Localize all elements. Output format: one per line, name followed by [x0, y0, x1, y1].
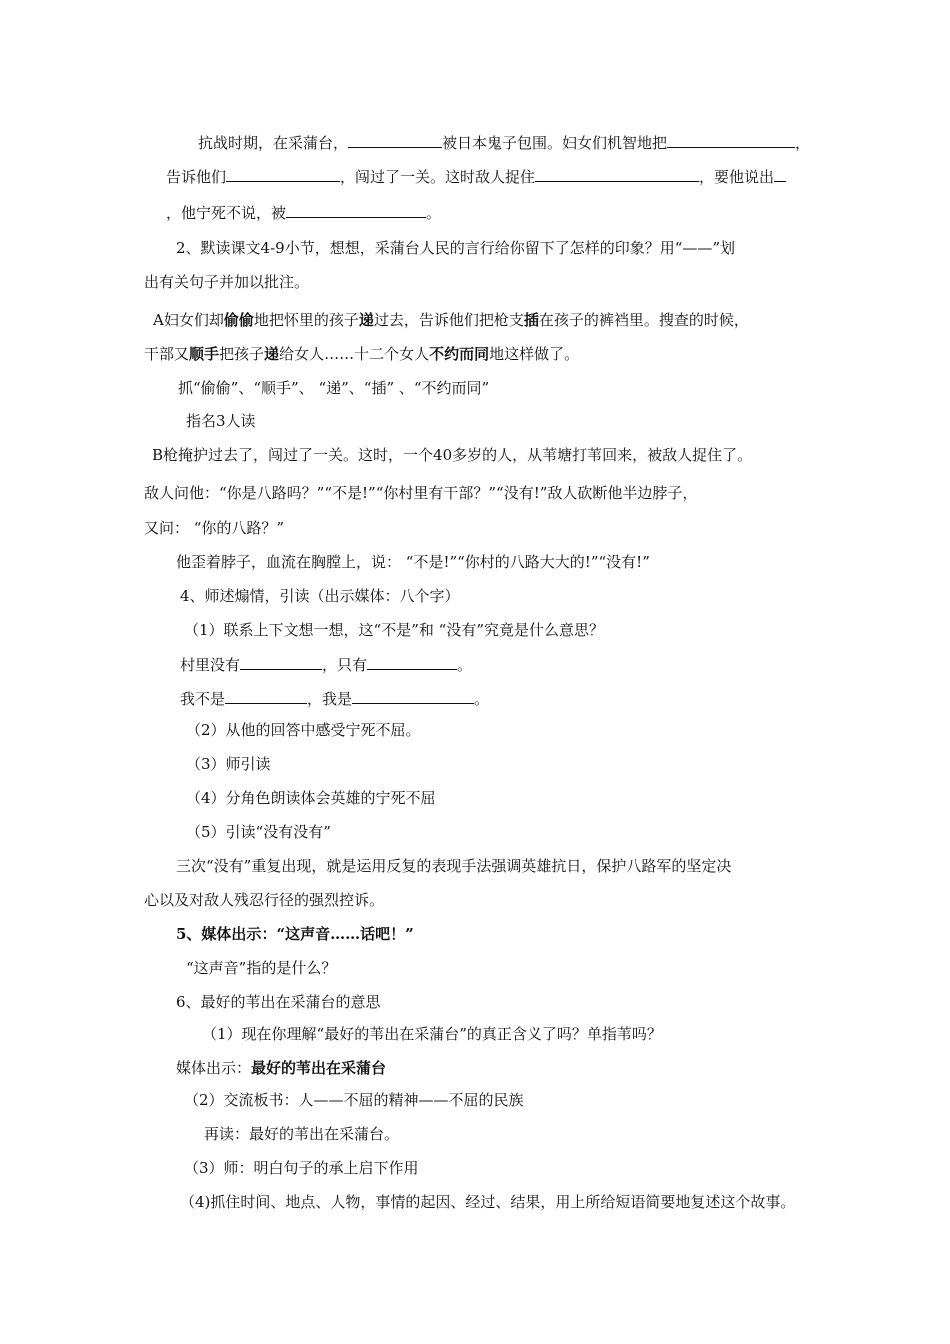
text: 村里没有 — [180, 656, 241, 674]
text: 告诉他们 — [166, 168, 227, 186]
step-6-q1: （1）现在你理解“最好的苇出在采蒲台”的真正含义了吗？单指苇吗？ — [202, 1025, 662, 1043]
question-2-line-1: 2、默读课文4-9小节，想想，采蒲台人民的言行给你留下了怎样的印象？用“——”划 — [176, 239, 736, 257]
keyword: 顺手 — [189, 345, 220, 363]
text: 媒体出示： — [176, 1059, 252, 1077]
step-4-q3: （3）师引读 — [186, 755, 271, 773]
text: ，他宁死不说，被 — [166, 204, 287, 222]
summary-line-2: 心以及对敌人残忍行径的强烈控诉。 — [144, 891, 385, 909]
sentence-b-line-2: 敌人问他：“你是八路吗？”“不是!”“你村里有干部？”“没有!”敌人砍断他半边脖子， — [144, 484, 698, 502]
text: 地这样做了。 — [489, 345, 580, 363]
text: 。 — [426, 204, 442, 222]
keyword: 递 — [264, 345, 280, 363]
keyword: 最好的苇出在采蒲台 — [251, 1059, 387, 1077]
sentence-b-line-1: B枪掩护过去了，闯过了一关。这时，一个40多岁的人，从苇塘打苇回来，被敌人捉住了。 — [152, 446, 753, 464]
text: 抗战时期，在采蒲台， — [198, 134, 349, 152]
text: 被日本鬼子包围。妇女们机智地把 — [442, 134, 668, 152]
blank — [535, 166, 699, 182]
step-6: 6、最好的苇出在采蒲台的意思 — [176, 993, 381, 1011]
keyword: 不约而同 — [429, 345, 490, 363]
question-2-line-2: 出有关句子并加以批注。 — [144, 273, 310, 291]
blank — [226, 166, 340, 182]
step-4-q5: （5）引读“没有没有” — [186, 823, 331, 841]
grasp-words: 抓“偷偷”、“顺手”、 “递”、“插” 、“不约而同” — [178, 379, 490, 397]
blank — [367, 654, 457, 670]
text: 。 — [474, 690, 490, 708]
text: 在孩子的裤裆里。搜查的时候， — [538, 311, 749, 329]
sentence-b-line-4: 他歪着脖子，血流在胸膛上，说： “不是!”“你村的八路大大的!”“没有!” — [176, 553, 650, 571]
summary-line-1: 三次“没有”重复出现，就是运用反复的表现手法强调英雄抗日，保护八路军的坚定决 — [176, 857, 732, 875]
text: 我不是 — [180, 690, 226, 708]
text: 给女人……十二个女人 — [279, 345, 430, 363]
step-4-q1: （1）联系上下文想一想，这“不是”和 “没有”究竟是什么意思？ — [184, 621, 604, 639]
media-display — [176, 1058, 386, 1078]
text: 。 — [457, 656, 473, 674]
step-6-q2: （2）交流板书：人——不屈的精神——不屈的民族 — [184, 1091, 524, 1109]
step-6-q3: （3）师：明白句子的承上启下作用 — [184, 1159, 419, 1177]
blank — [240, 654, 322, 670]
step-4: 4、师述煽情，引读（出示媒体：八个字） — [180, 587, 460, 605]
blank — [286, 202, 426, 218]
blank — [225, 688, 307, 704]
text: ， — [795, 134, 811, 152]
blank — [352, 688, 474, 704]
step-5: 5、媒体出示：“这声音……话吧！” — [176, 925, 414, 943]
step-4-q2: （2）从他的回答中感受宁死不屈。 — [186, 721, 421, 739]
fill-line-3 — [166, 202, 441, 223]
keyword: 插 — [523, 311, 539, 329]
blank — [774, 166, 786, 182]
sentence-a-line-1 — [153, 310, 749, 330]
fill-line-2 — [166, 166, 786, 187]
text: A妇女们却 — [153, 311, 224, 329]
text: 干部又 — [144, 345, 190, 363]
reread: 再读：最好的苇出在采蒲台。 — [204, 1125, 400, 1143]
sentence-a-line-2 — [144, 344, 579, 364]
text: 过去，告诉他们把枪支 — [373, 311, 524, 329]
text: 把孩子 — [219, 345, 265, 363]
sentence-b-line-3: 又问： “你的八路？” — [144, 519, 285, 537]
text: 地把怀里的孩子 — [253, 311, 359, 329]
keyword: 偷偷 — [223, 311, 254, 329]
text: ，只有 — [322, 656, 368, 674]
text: ，我是 — [307, 690, 353, 708]
designate-readers: 指名3人读 — [186, 412, 256, 430]
voice-question: “这声音”指的是什么？ — [186, 959, 337, 977]
step-6-q4: （4)抓住时间、地点、人物，事情的起因、经过、结果，用上所给短语简要地复述这个故事。 — [180, 1193, 796, 1211]
fill-village — [180, 654, 472, 675]
blank — [348, 132, 442, 148]
keyword: 递 — [358, 311, 374, 329]
text: ，闯过了一关。这时敌人捉住 — [340, 168, 536, 186]
fill-identity — [180, 688, 489, 709]
blank — [667, 132, 795, 148]
text: ，要他说出 — [699, 168, 775, 186]
step-4-q4: （4）分角色朗读体会英雄的宁死不屈 — [186, 789, 436, 807]
fill-line-1 — [198, 132, 810, 153]
